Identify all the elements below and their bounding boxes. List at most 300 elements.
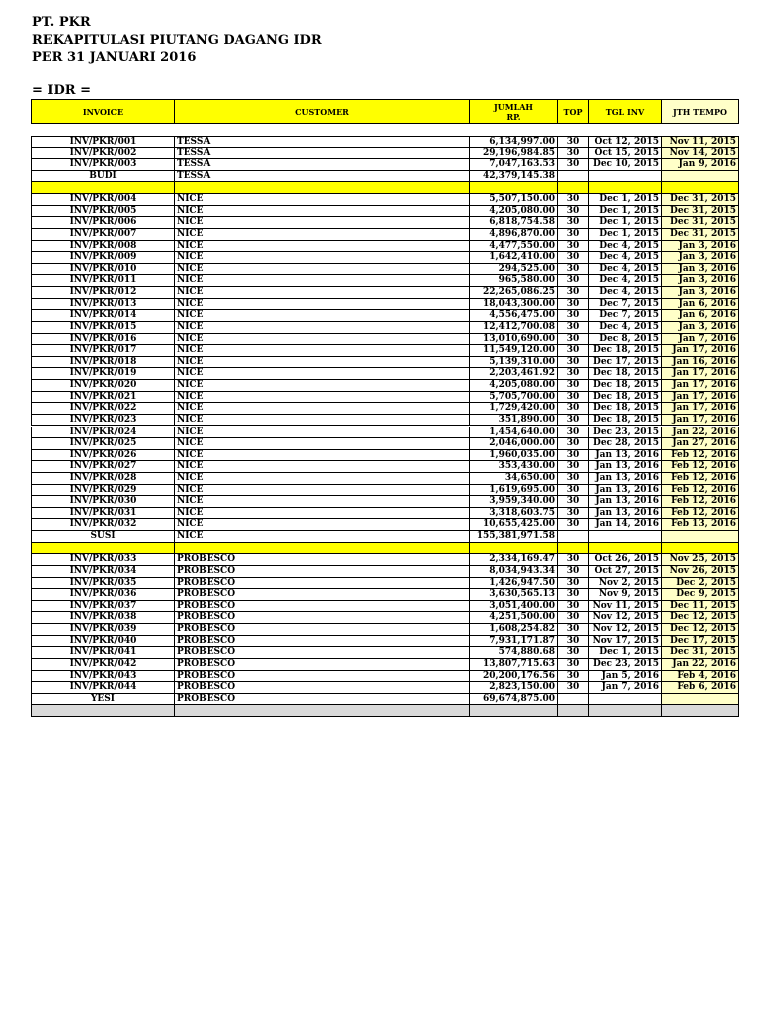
invoice-date-cell: Dec 23, 2015 [588,427,661,439]
invoice-cell [31,705,174,717]
amount-cell: 5,705,700.00 [469,392,557,404]
due-date-cell: Jan 22, 2016 [661,659,739,671]
table-row [31,345,739,357]
table-row [31,299,739,311]
amount-cell: 18,043,300.00 [469,299,557,311]
customer-cell: TESSA [174,136,469,148]
amount-cell: 8,034,943.34 [469,566,557,578]
customer-cell: PROBESCO [174,682,469,694]
due-date-cell: Jan 17, 2016 [661,345,739,357]
due-date-cell: Feb 12, 2016 [661,473,739,485]
due-date-cell: Feb 4, 2016 [661,671,739,683]
customer-cell: NICE [174,241,469,253]
subtotal-row [31,171,739,183]
top-cell: 30 [557,624,588,636]
amount-cell: 4,205,080.00 [469,380,557,392]
top-cell: 30 [557,427,588,439]
top-cell: 30 [557,368,588,380]
top-cell: 30 [557,322,588,334]
amount-cell: 1,454,640.00 [469,427,557,439]
header-customer: CUSTOMER [174,99,469,124]
invoice-date-cell: Dec 18, 2015 [588,368,661,380]
due-date-cell: Dec 12, 2015 [661,612,739,624]
due-date-cell: Jan 16, 2016 [661,357,739,369]
invoice-date-cell: Jan 13, 2016 [588,450,661,462]
table-row [31,229,739,241]
customer-cell: NICE [174,310,469,322]
invoice-date-cell: Dec 7, 2015 [588,299,661,311]
amount-cell: 42,379,145.38 [469,171,557,183]
due-date-cell: Jan 17, 2016 [661,380,739,392]
customer-cell: NICE [174,322,469,334]
due-date-cell: Jan 17, 2016 [661,415,739,427]
due-date-cell: Jan 3, 2016 [661,275,739,287]
invoice-cell: INV/PKR/011 [31,275,174,287]
invoice-cell: INV/PKR/007 [31,229,174,241]
customer-cell: PROBESCO [174,612,469,624]
amount-cell [469,705,557,717]
top-cell [557,694,588,706]
due-date-cell: Nov 25, 2015 [661,554,739,566]
amount-cell: 294,525.00 [469,264,557,276]
amount-cell: 2,334,169.47 [469,554,557,566]
customer-cell: NICE [174,194,469,206]
invoice-cell: INV/PKR/029 [31,485,174,497]
report-date: PER 31 JANUARI 2016 [32,50,197,65]
invoice-cell: INV/PKR/018 [31,357,174,369]
due-date-cell [661,171,739,183]
top-cell: 30 [557,229,588,241]
table-row [31,264,739,276]
top-cell [557,182,588,194]
invoice-date-cell: Dec 17, 2015 [588,357,661,369]
table-row [31,485,739,497]
table-row [31,310,739,322]
table-row [31,589,739,601]
due-date-cell [661,543,739,555]
amount-cell: 2,823,150.00 [469,682,557,694]
top-cell: 30 [557,508,588,520]
invoice-cell: INV/PKR/020 [31,380,174,392]
invoice-date-cell [588,543,661,555]
invoice-date-cell [588,531,661,543]
top-cell: 30 [557,194,588,206]
invoice-date-cell: Nov 2, 2015 [588,578,661,590]
header-top: TOP [557,99,588,124]
top-cell: 30 [557,380,588,392]
top-cell: 30 [557,392,588,404]
top-cell: 30 [557,496,588,508]
top-cell: 30 [557,461,588,473]
table-row [31,450,739,462]
customer-cell: NICE [174,229,469,241]
top-cell: 30 [557,671,588,683]
top-cell: 30 [557,438,588,450]
invoice-cell: INV/PKR/008 [31,241,174,253]
invoice-cell: INV/PKR/027 [31,461,174,473]
table-footer [31,705,739,717]
invoice-cell: INV/PKR/006 [31,217,174,229]
customer-cell [174,543,469,555]
amount-cell: 1,960,035.00 [469,450,557,462]
table-row [31,252,739,264]
amount-cell: 4,205,080.00 [469,206,557,218]
table-row [31,496,739,508]
invoice-cell: INV/PKR/021 [31,392,174,404]
amount-cell: 2,203,461.92 [469,368,557,380]
amount-cell: 20,200,176.56 [469,671,557,683]
due-date-cell: Jan 7, 2016 [661,334,739,346]
amount-cell: 2,046,000.00 [469,438,557,450]
invoice-date-cell: Dec 1, 2015 [588,647,661,659]
invoice-date-cell [588,182,661,194]
due-date-cell: Nov 26, 2015 [661,566,739,578]
customer-cell: NICE [174,357,469,369]
invoice-date-cell: Nov 11, 2015 [588,601,661,613]
customer-cell: PROBESCO [174,636,469,648]
customer-cell: NICE [174,438,469,450]
customer-cell: NICE [174,519,469,531]
due-date-cell: Dec 2, 2015 [661,578,739,590]
invoice-cell: BUDI [31,171,174,183]
table-row [31,380,739,392]
invoice-cell: INV/PKR/033 [31,554,174,566]
due-date-cell: Dec 31, 2015 [661,647,739,659]
invoice-cell: INV/PKR/017 [31,345,174,357]
customer-cell: PROBESCO [174,659,469,671]
top-cell: 30 [557,345,588,357]
top-cell: 30 [557,682,588,694]
customer-cell: PROBESCO [174,601,469,613]
table-row [31,415,739,427]
customer-cell: PROBESCO [174,624,469,636]
table-row [31,461,739,473]
header-amount-line1: JUMLAH [493,101,533,112]
top-cell [557,543,588,555]
amount-cell [469,543,557,555]
customer-cell: NICE [174,299,469,311]
customer-cell: PROBESCO [174,554,469,566]
invoice-date-cell: Nov 9, 2015 [588,589,661,601]
customer-cell: PROBESCO [174,578,469,590]
amount-cell: 12,412,700.08 [469,322,557,334]
due-date-cell: Jan 3, 2016 [661,287,739,299]
table-row [31,403,739,415]
top-cell: 30 [557,647,588,659]
due-date-cell: Nov 14, 2015 [661,148,739,160]
amount-cell: 7,931,171.87 [469,636,557,648]
top-cell: 30 [557,519,588,531]
invoice-cell: YESI [31,694,174,706]
subtotal-row [31,694,739,706]
top-cell: 30 [557,450,588,462]
customer-cell: PROBESCO [174,566,469,578]
invoice-date-cell: Dec 1, 2015 [588,206,661,218]
table-row [31,427,739,439]
customer-cell: PROBESCO [174,647,469,659]
due-date-cell: Jan 17, 2016 [661,403,739,415]
due-date-cell: Feb 12, 2016 [661,450,739,462]
customer-cell: NICE [174,415,469,427]
invoice-date-cell: Jan 13, 2016 [588,496,661,508]
invoice-cell: INV/PKR/004 [31,194,174,206]
amount-cell: 7,047,163.53 [469,159,557,171]
invoice-cell: INV/PKR/030 [31,496,174,508]
amount-cell: 69,674,875.00 [469,694,557,706]
customer-cell: NICE [174,217,469,229]
invoice-date-cell: Dec 8, 2015 [588,334,661,346]
amount-cell: 3,630,565.13 [469,589,557,601]
invoice-date-cell: Oct 26, 2015 [588,554,661,566]
customer-cell: TESSA [174,159,469,171]
due-date-cell: Dec 11, 2015 [661,601,739,613]
amount-cell: 10,655,425.00 [469,519,557,531]
table-row [31,519,739,531]
due-date-cell [661,531,739,543]
table-row [31,287,739,299]
due-date-cell: Jan 17, 2016 [661,392,739,404]
table-row [31,334,739,346]
group-separator [31,182,739,194]
invoice-cell: INV/PKR/034 [31,566,174,578]
invoice-cell: INV/PKR/025 [31,438,174,450]
due-date-cell: Nov 11, 2015 [661,136,739,148]
top-cell: 30 [557,612,588,624]
amount-cell: 4,477,550.00 [469,241,557,253]
top-cell: 30 [557,252,588,264]
invoice-cell: INV/PKR/041 [31,647,174,659]
customer-cell: NICE [174,450,469,462]
customer-cell: PROBESCO [174,671,469,683]
invoice-date-cell: Dec 4, 2015 [588,252,661,264]
invoice-date-cell: Jan 7, 2016 [588,682,661,694]
amount-cell: 3,051,400.00 [469,601,557,613]
group-separator [31,543,739,555]
invoice-cell: INV/PKR/001 [31,136,174,148]
table-row [31,241,739,253]
invoice-cell: INV/PKR/002 [31,148,174,160]
amount-cell: 1,729,420.00 [469,403,557,415]
invoice-cell: INV/PKR/035 [31,578,174,590]
invoice-cell [31,543,174,555]
top-cell: 30 [557,148,588,160]
top-cell: 30 [557,636,588,648]
invoice-cell: INV/PKR/013 [31,299,174,311]
customer-cell: NICE [174,334,469,346]
table-row [31,217,739,229]
top-cell: 30 [557,241,588,253]
due-date-cell: Feb 6, 2016 [661,682,739,694]
amount-cell: 353,430.00 [469,461,557,473]
customer-cell: NICE [174,508,469,520]
invoice-cell: INV/PKR/032 [31,519,174,531]
customer-cell: NICE [174,427,469,439]
top-cell: 30 [557,601,588,613]
top-cell: 30 [557,403,588,415]
invoice-date-cell: Oct 27, 2015 [588,566,661,578]
table-row [31,206,739,218]
table-row [31,357,739,369]
table-row [31,194,739,206]
top-cell: 30 [557,264,588,276]
customer-cell: NICE [174,287,469,299]
customer-cell [174,182,469,194]
top-cell: 30 [557,589,588,601]
top-cell: 30 [557,578,588,590]
top-cell: 30 [557,217,588,229]
amount-cell: 3,959,340.00 [469,496,557,508]
invoice-date-cell: Jan 5, 2016 [588,671,661,683]
invoice-date-cell: Dec 18, 2015 [588,392,661,404]
invoice-cell: INV/PKR/014 [31,310,174,322]
top-cell: 30 [557,357,588,369]
invoice-cell: SUSI [31,531,174,543]
amount-cell: 4,556,475.00 [469,310,557,322]
table-row [31,647,739,659]
top-cell: 30 [557,159,588,171]
amount-cell: 5,139,310.00 [469,357,557,369]
amount-cell: 34,650.00 [469,473,557,485]
table-row [31,438,739,450]
amount-cell: 1,426,947.50 [469,578,557,590]
invoice-date-cell: Nov 17, 2015 [588,636,661,648]
due-date-cell: Dec 31, 2015 [661,206,739,218]
amount-cell: 155,381,971.58 [469,531,557,543]
table-row [31,624,739,636]
amount-cell: 13,807,715.63 [469,659,557,671]
invoice-date-cell [588,171,661,183]
amount-cell: 965,580.00 [469,275,557,287]
due-date-cell: Jan 6, 2016 [661,299,739,311]
table-row [31,636,739,648]
top-cell: 30 [557,136,588,148]
due-date-cell: Jan 9, 2016 [661,159,739,171]
invoice-date-cell: Dec 4, 2015 [588,322,661,334]
invoice-date-cell: Dec 4, 2015 [588,275,661,287]
invoice-date-cell: Dec 18, 2015 [588,380,661,392]
invoice-date-cell: Jan 14, 2016 [588,519,661,531]
invoice-cell: INV/PKR/042 [31,659,174,671]
invoice-cell: INV/PKR/023 [31,415,174,427]
invoice-cell: INV/PKR/016 [31,334,174,346]
table-row [31,275,739,287]
amount-cell: 4,896,870.00 [469,229,557,241]
invoice-cell: INV/PKR/026 [31,450,174,462]
due-date-cell: Jan 3, 2016 [661,252,739,264]
table-row [31,136,739,148]
amount-cell: 1,608,254.82 [469,624,557,636]
due-date-cell: Jan 3, 2016 [661,322,739,334]
invoice-date-cell: Dec 1, 2015 [588,194,661,206]
invoice-cell: INV/PKR/028 [31,473,174,485]
invoice-cell: INV/PKR/003 [31,159,174,171]
customer-cell: NICE [174,345,469,357]
invoice-cell: INV/PKR/043 [31,671,174,683]
top-cell [557,171,588,183]
due-date-cell: Jan 3, 2016 [661,241,739,253]
invoice-date-cell: Dec 18, 2015 [588,415,661,427]
due-date-cell: Feb 13, 2016 [661,519,739,531]
invoice-cell: INV/PKR/037 [31,601,174,613]
invoice-cell: INV/PKR/038 [31,612,174,624]
invoice-cell: INV/PKR/022 [31,403,174,415]
subtotal-row [31,531,739,543]
invoice-date-cell: Dec 4, 2015 [588,264,661,276]
customer-cell: NICE [174,264,469,276]
invoice-cell: INV/PKR/010 [31,264,174,276]
due-date-cell [661,705,739,717]
amount-cell: 574,880.68 [469,647,557,659]
table-row [31,682,739,694]
customer-cell: NICE [174,252,469,264]
due-date-cell [661,694,739,706]
invoice-date-cell: Nov 12, 2015 [588,624,661,636]
amount-cell: 3,318,603.75 [469,508,557,520]
customer-cell: PROBESCO [174,589,469,601]
customer-cell [174,705,469,717]
invoice-date-cell: Dec 4, 2015 [588,287,661,299]
invoice-date-cell: Dec 4, 2015 [588,241,661,253]
currency-label: = IDR = [32,83,91,98]
table-row [31,554,739,566]
customer-cell: NICE [174,275,469,287]
amount-cell: 1,642,410.00 [469,252,557,264]
due-date-cell: Feb 12, 2016 [661,461,739,473]
invoice-date-cell: Nov 12, 2015 [588,612,661,624]
top-cell: 30 [557,473,588,485]
top-cell [557,705,588,717]
invoice-cell: INV/PKR/040 [31,636,174,648]
amount-cell: 4,251,500.00 [469,612,557,624]
top-cell: 30 [557,659,588,671]
top-cell: 30 [557,566,588,578]
amount-cell: 22,265,086.25 [469,287,557,299]
top-cell: 30 [557,275,588,287]
customer-cell: NICE [174,461,469,473]
top-cell: 30 [557,206,588,218]
invoice-cell: INV/PKR/009 [31,252,174,264]
customer-cell: PROBESCO [174,694,469,706]
table-row [31,322,739,334]
due-date-cell: Jan 22, 2016 [661,427,739,439]
due-date-cell: Dec 12, 2015 [661,624,739,636]
customer-cell: NICE [174,368,469,380]
header-amount-line2: RP. [506,111,521,122]
company-name: PT. PKR [32,15,91,30]
due-date-cell: Jan 3, 2016 [661,264,739,276]
customer-cell: NICE [174,392,469,404]
table-row [31,566,739,578]
invoice-date-cell [588,694,661,706]
invoice-cell: INV/PKR/044 [31,682,174,694]
customer-cell: TESSA [174,171,469,183]
invoice-date-cell: Dec 28, 2015 [588,438,661,450]
table-row [31,508,739,520]
table-row [31,392,739,404]
invoice-date-cell: Oct 15, 2015 [588,148,661,160]
amount-cell: 351,890.00 [469,415,557,427]
due-date-cell: Dec 9, 2015 [661,589,739,601]
header-invoice-date: TGL INV [588,99,661,124]
customer-cell: NICE [174,473,469,485]
invoice-date-cell: Jan 13, 2016 [588,485,661,497]
invoice-date-cell: Dec 10, 2015 [588,159,661,171]
header-invoice: INVOICE [31,99,174,124]
invoice-cell: INV/PKR/036 [31,589,174,601]
invoice-date-cell: Oct 12, 2015 [588,136,661,148]
invoice-cell: INV/PKR/005 [31,206,174,218]
due-date-cell: Feb 12, 2016 [661,496,739,508]
